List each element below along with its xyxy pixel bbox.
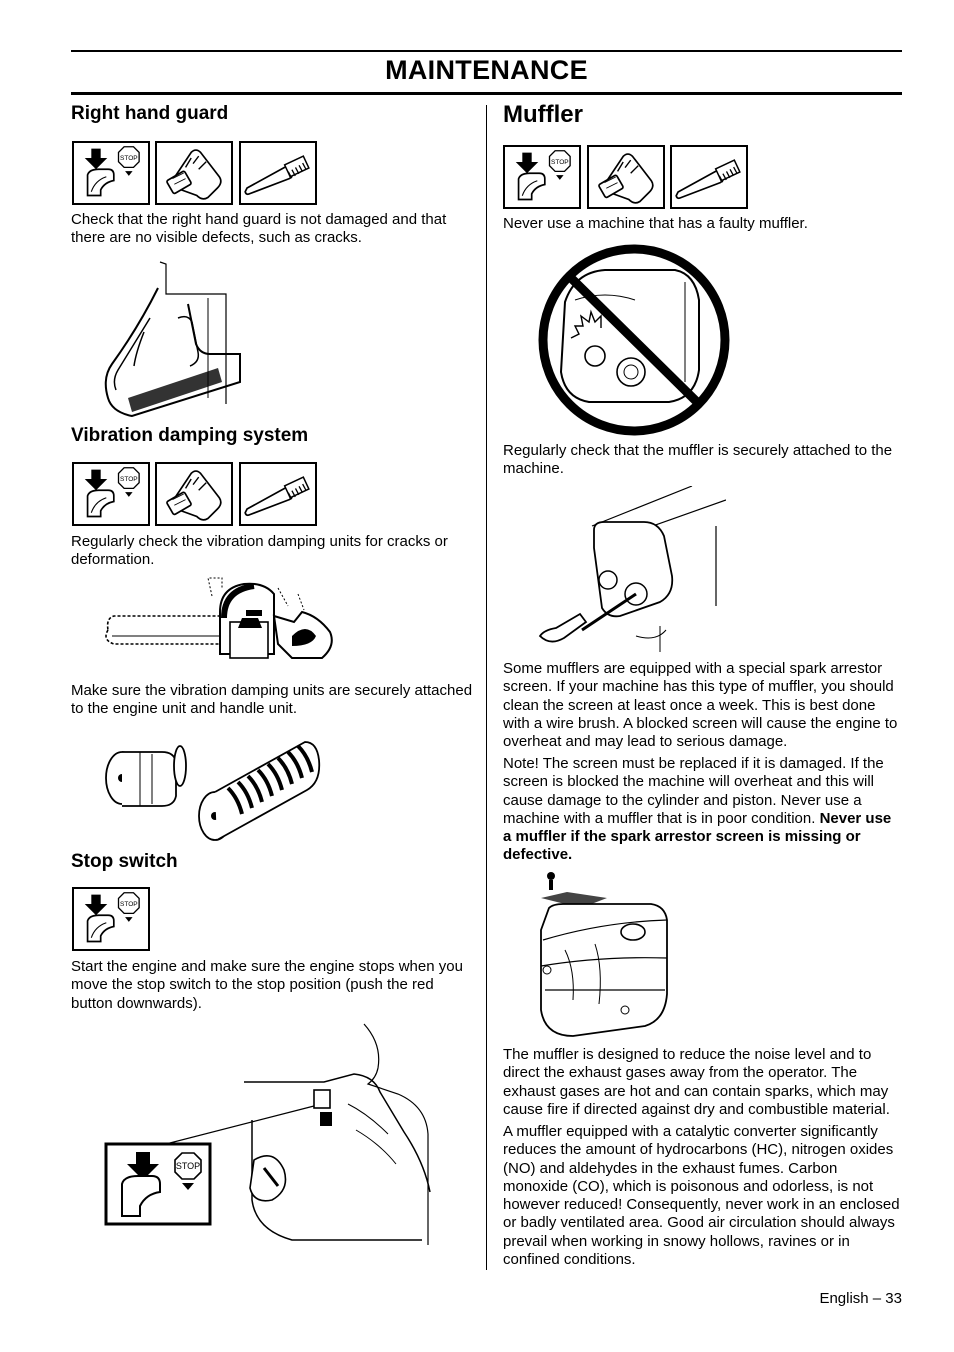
muffler-note-plain: Note! The screen must be replaced if it is damaged. If the screen is blocked the machine will overheat and this will cause damage to the cylinder and piston. Never use a machine with a muffler that is in poor condition. xyxy=(503,755,884,827)
damping-units-illustration xyxy=(100,726,330,846)
muffler-note-bold: Never use a muffler if the spark arrestor screen is missing or defective. xyxy=(503,809,892,864)
protective-glove-icon xyxy=(155,462,233,526)
stop-switch-text: Start the engine and make sure the engine stops when you move the stop switch to the stop position (push the red button downwards). xyxy=(71,958,463,1012)
muffler-text-3: Some mufflers are equipped with a special spark arrestor screen. If your machine has this type of muffler, you should clean the screen at least once a week. This is best done with a wire brush. A blocked screen will cause the engine to overheat and may lead to serious damage. xyxy=(503,660,898,751)
vibration-heading: Vibration damping system xyxy=(71,425,309,446)
stop-engine-icon xyxy=(72,462,150,526)
vibration-text-1: Regularly check the vibration damping units for cracks or deformation. xyxy=(71,533,448,569)
stop-engine-icon xyxy=(72,141,150,205)
protective-glove-icon xyxy=(587,145,665,209)
right-hand-guard-illustration xyxy=(100,258,245,418)
header-rule-bottom xyxy=(71,92,902,95)
stop-engine-icon xyxy=(503,145,581,209)
muffler-text-5: A muffler equipped with a catalytic converter significantly reduces the amount of hydrocarbons (HC), nitrogen oxides (NO) and aldehydes in the exhaust fumes. Carbon monoxide (CO), which is poisonous and odorless, is not however reduced! Consequently, never work in an enclosed or badly ventilated area. Good air circulation should always prevail when working in snowy hollows, ravines or in confined conditions. xyxy=(503,1123,900,1269)
vibration-text-2: Make sure the vibration damping units are securely attached to the engine unit and handle unit. xyxy=(71,682,473,718)
protective-glove-icon xyxy=(155,141,233,205)
right-hand-guard-text: Check that the right hand guard is not damaged and that there are no visible defects, such as cracks. xyxy=(71,211,447,247)
muffler-text-2: Regularly check that the muffler is securely attached to the machine. xyxy=(503,442,893,478)
muffler-note xyxy=(503,755,903,865)
muffler-attachment-illustration xyxy=(536,486,726,656)
faulty-muffler-prohibited-illustration xyxy=(535,242,733,438)
brush-icon xyxy=(239,141,317,205)
stop-label: STOP xyxy=(175,1161,201,1171)
muffler-text-4: The muffler is designed to reduce the noise level and to direct the exhaust gases away from the operator. The exhaust gases are hot and can contain sparks, which may cause fire if directed against dry and combustible material. xyxy=(503,1046,890,1118)
stop-switch-heading: Stop switch xyxy=(71,851,178,872)
brush-icon xyxy=(670,145,748,209)
chainsaw-illustration xyxy=(102,576,334,672)
spark-arrestor-illustration xyxy=(535,870,670,1045)
page-footer: English – 33 xyxy=(819,1290,902,1307)
stop-engine-icon xyxy=(72,887,150,951)
column-divider xyxy=(486,105,487,1270)
muffler-text-1: Never use a machine that has a faulty muffler. xyxy=(503,215,808,232)
right-hand-guard-heading: Right hand guard xyxy=(71,103,229,124)
header-rule-top xyxy=(71,50,902,52)
stop-switch-illustration xyxy=(104,1020,434,1245)
muffler-heading: Muffler xyxy=(503,101,583,128)
brush-icon xyxy=(239,462,317,526)
page-title: MAINTENANCE xyxy=(385,55,588,85)
